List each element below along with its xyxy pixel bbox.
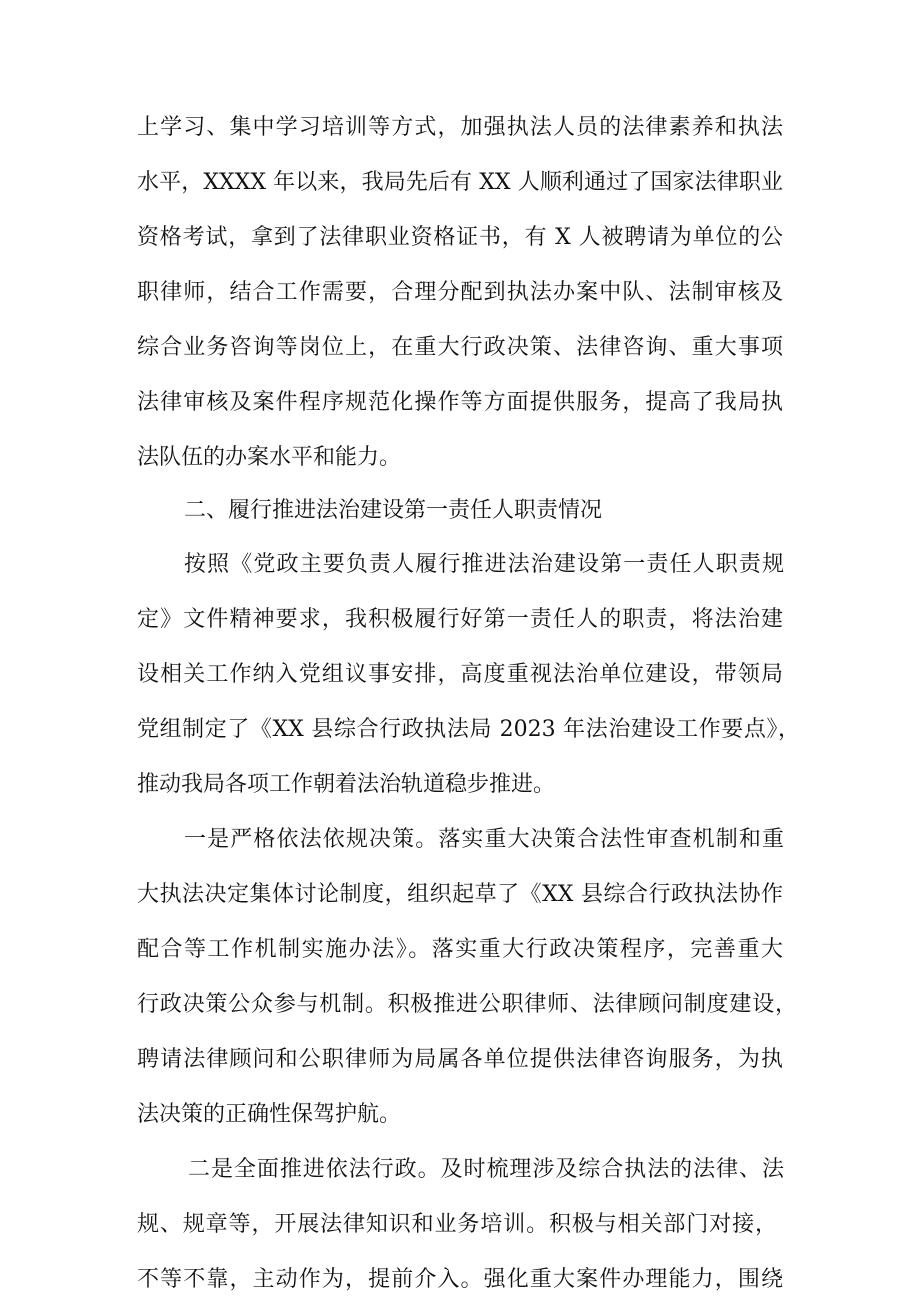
- paragraph-4-line-1: 二是全面推进依法行政。及时梳理涉及综合执法的法律、法: [188, 1157, 784, 1182]
- paragraph-3-line-2: 大执法决定集体讨论制度，组织起草了《XX 县综合行政执法协作: [137, 882, 783, 907]
- paragraph-3-line-6: 法决策的正确性保驾护航。: [137, 1102, 402, 1127]
- paragraph-3-line-3: 配合等工作机制实施办法》。落实重大行政决策程序，完善重大: [137, 937, 783, 962]
- paragraph-1-line-7: 法队伍的办案水平和能力。: [137, 445, 402, 470]
- paragraph-3-line-4: 行政决策公众参与机制。积极推进公职律师、法律顾问制度建设，: [137, 992, 797, 1017]
- paragraph-1-line-1: 上学习、集中学习培训等方式，加强执法人员的法律素养和执法: [137, 115, 783, 140]
- paragraph-3-line-1: 一是严格依法依规决策。落实重大决策合法性审查机制和重: [184, 827, 784, 852]
- paragraph-1-line-2: 水平，XXXX 年以来，我局先后有 XX 人顺利通过了国家法律职业: [137, 170, 783, 195]
- paragraph-2-line-3: 设相关工作纳入党组议事安排，高度重视法治单位建设，带领局: [137, 662, 783, 687]
- paragraph-1-line-5: 综合业务咨询等岗位上，在重大行政决策、法律咨询、重大事项: [137, 335, 783, 360]
- paragraph-3-line-5: 聘请法律顾问和公职律师为局属各单位提供法律咨询服务，为执: [137, 1047, 783, 1072]
- paragraph-2-line-1: 按照《党政主要负责人履行推进法治建设第一责任人职责规: [184, 552, 784, 577]
- paragraph-1-line-4: 职律师，结合工作需要，合理分配到执法办案中队、法制审核及: [137, 280, 783, 305]
- paragraph-2-line-5: 推动我局各项工作朝着法治轨道稳步推进。: [137, 772, 556, 797]
- paragraph-4-line-3: 不等不靠，主动作为，提前介入。强化重大案件办理能力，围绕: [137, 1267, 783, 1292]
- section-heading: 二、履行推进法治建设第一责任人职责情况: [184, 498, 603, 523]
- paragraph-2-line-4: 党组制定了《XX 县综合行政执法局 2023 年法治建设工作要点》，: [137, 717, 800, 742]
- paragraph-2-line-2: 定》文件精神要求，我积极履行好第一责任人的职责，将法治建: [137, 607, 783, 632]
- paragraph-4-line-2: 规、规章等，开展法律知识和业务培训。积极与相关部门对接，: [137, 1212, 777, 1237]
- paragraph-1-line-3: 资格考试，拿到了法律职业资格证书，有 X 人被聘请为单位的公: [137, 225, 783, 250]
- paragraph-1-line-6: 法律审核及案件程序规范化操作等方面提供服务，提高了我局执: [137, 390, 783, 415]
